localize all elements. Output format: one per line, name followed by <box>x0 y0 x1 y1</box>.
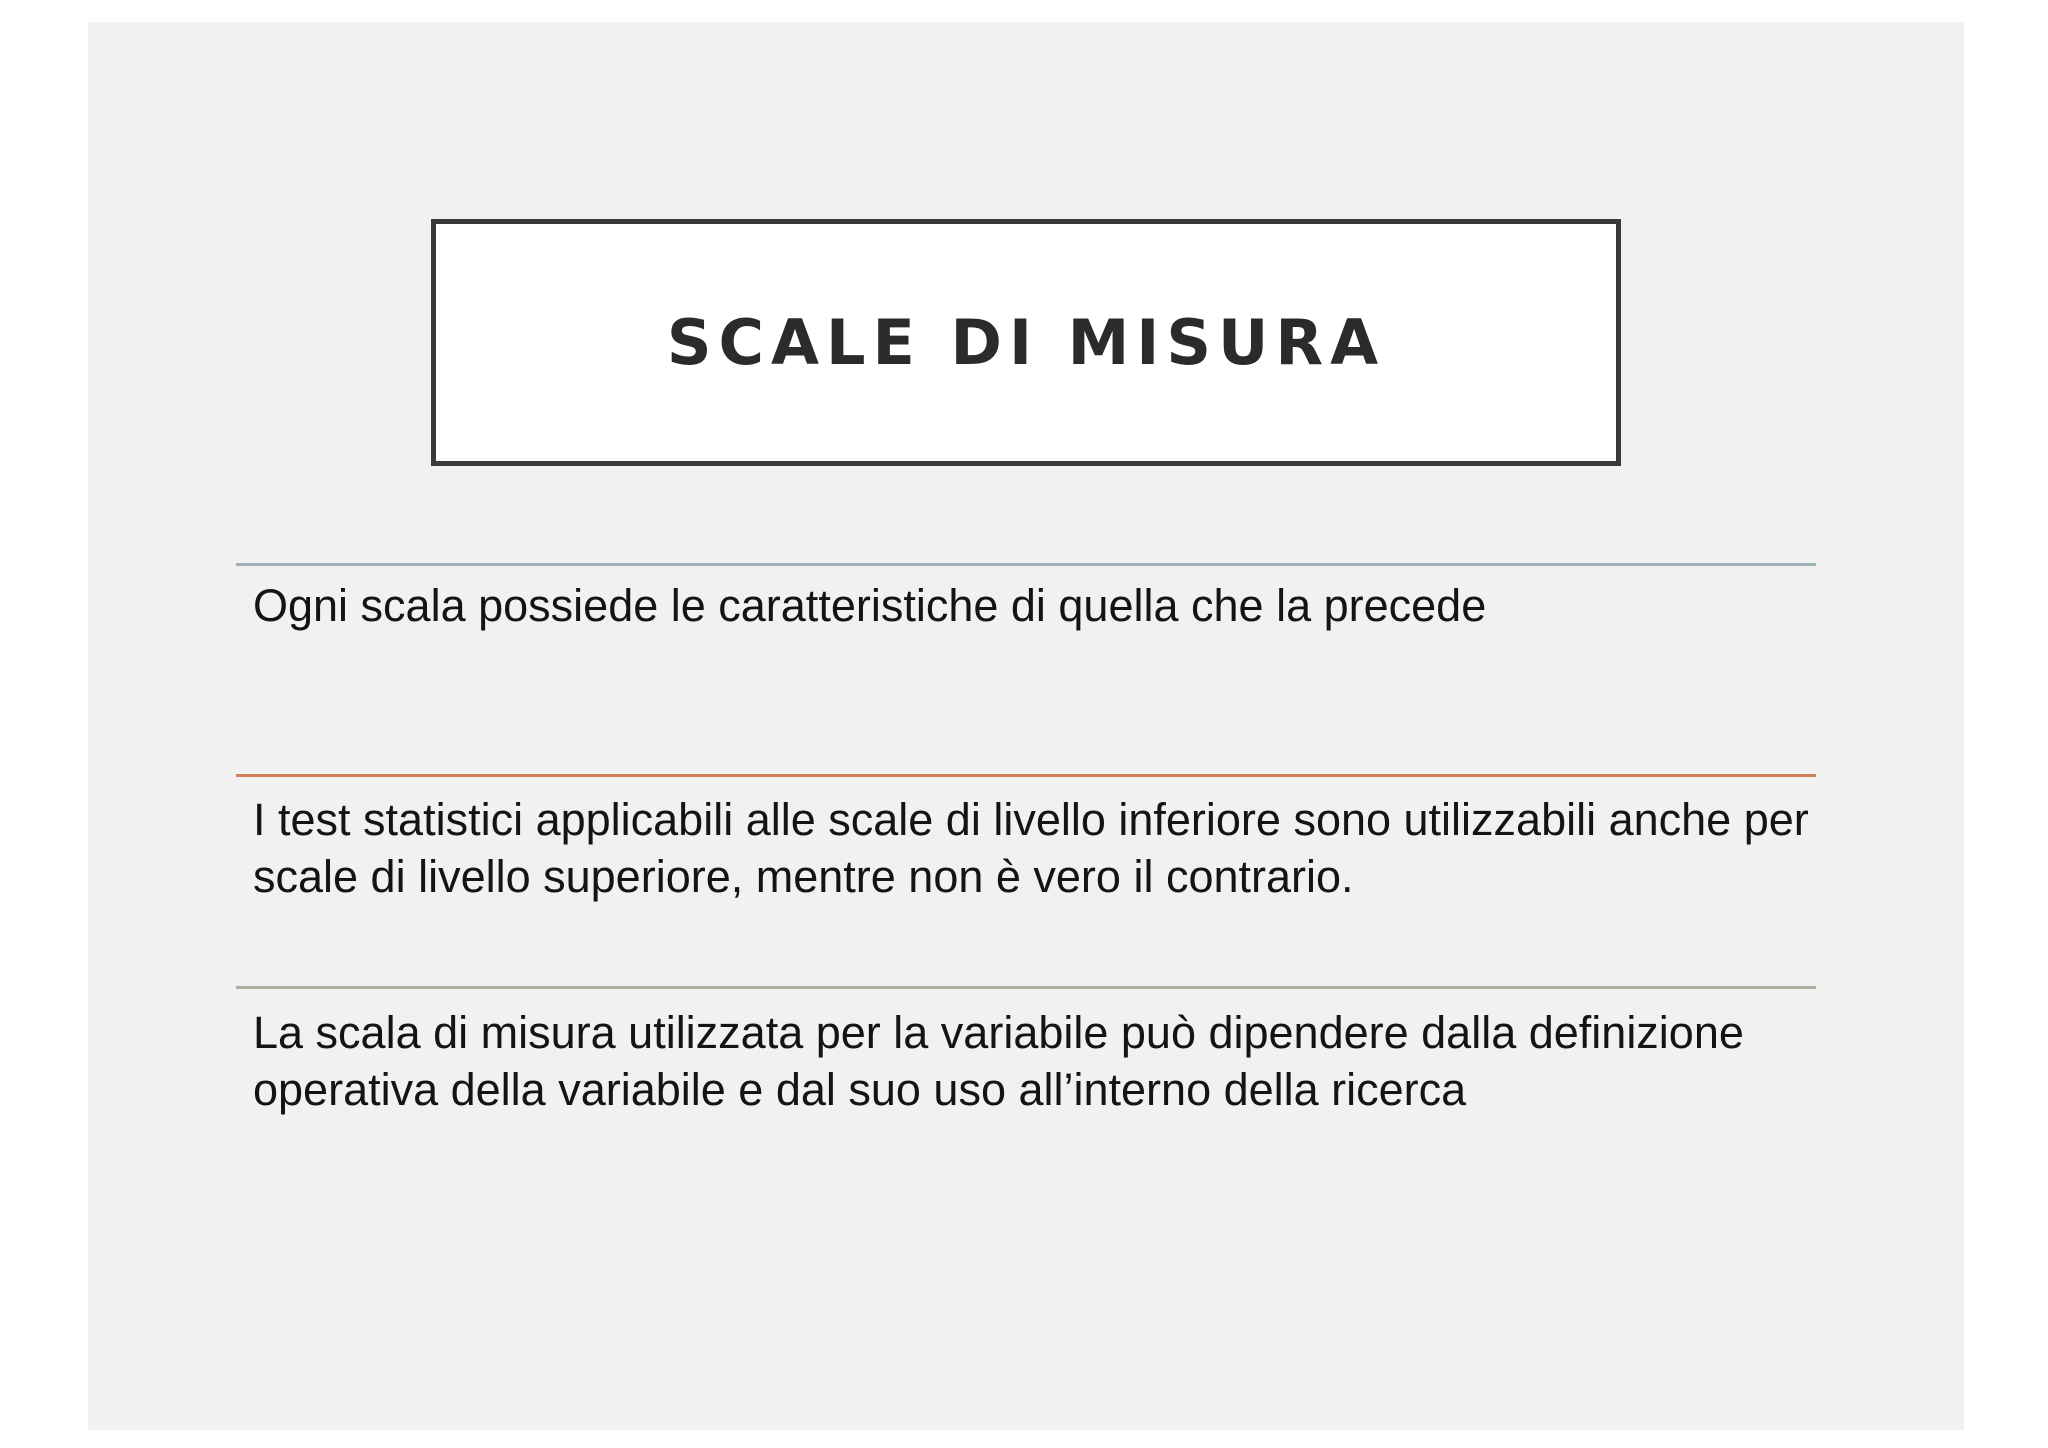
divider-line <box>236 986 1816 989</box>
bullet-text: Ogni scala possiede le caratteristiche di quella che la precede <box>253 580 1487 631</box>
title-box <box>431 219 1621 466</box>
divider-line <box>236 774 1816 777</box>
divider-line <box>236 563 1816 566</box>
slide-title: SCALE DI MISURA <box>666 306 1386 379</box>
slide <box>88 22 1964 1430</box>
bullet-text: La scala di misura utilizzata per la variabile può dipendere dalla definizione operativa della variabile e dal suo uso all’interno della ricerca <box>253 1007 1744 1115</box>
bullet-text: I test statistici applicabili alle scale di livello inferiore sono utilizzabili anche per scale di livello superiore, mentre non è vero il contrario. <box>253 794 1809 902</box>
